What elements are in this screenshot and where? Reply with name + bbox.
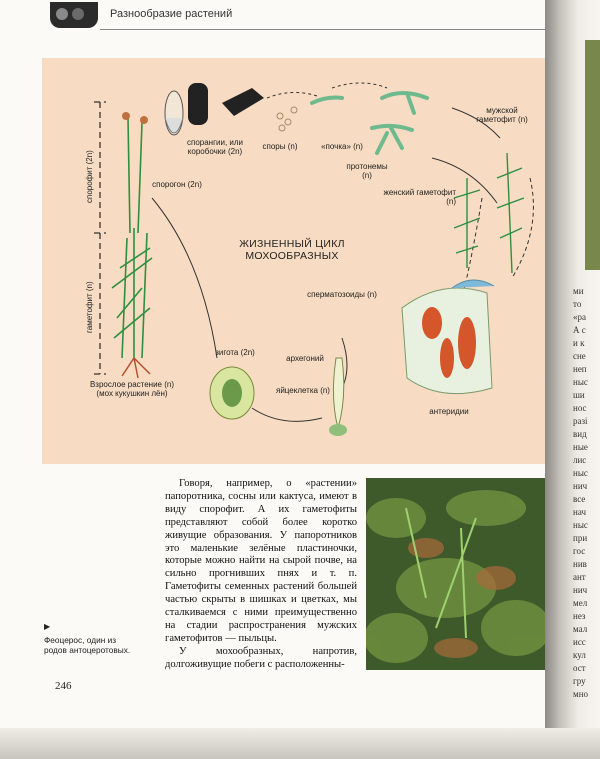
next-page-fragment: ант	[573, 572, 586, 582]
next-page-fragment: сне	[573, 351, 586, 361]
next-page-fragment: ныс	[573, 520, 588, 530]
label-female-gametophyte: женский гаметофит (n)	[383, 188, 456, 206]
next-page-fragment: нич	[573, 481, 588, 491]
label-male-gametophyte: мужской гаметофит (n)	[476, 106, 528, 124]
next-page-fragment: нач	[573, 507, 586, 517]
label-bud: «почка» (n)	[321, 142, 363, 151]
next-page-fragment: нос	[573, 403, 587, 413]
next-page-photo-edge	[585, 40, 600, 270]
page-bottom-shadow	[0, 728, 600, 759]
next-page-fragment: ныс	[573, 377, 588, 387]
label-adult-plant: Взрослое растение (n) (мох кукушкин лён)	[89, 380, 175, 398]
next-page-fragment: исс	[573, 637, 586, 647]
next-page-fragment: разі	[573, 416, 588, 426]
book-gutter-next-page	[545, 0, 600, 759]
next-page-fragment: ные	[573, 442, 588, 452]
moss-life-cycle-diagram	[42, 58, 545, 464]
label-sporangia: спорангии, или коробочки (2n)	[186, 138, 243, 156]
label-spermatozoids: сперматозоиды (n)	[307, 290, 377, 299]
next-page-fragment: и к	[573, 338, 585, 348]
label-gametophyte: гаметофит (n)	[85, 281, 94, 333]
photo-caption	[44, 622, 134, 655]
next-page-fragment: ныс	[573, 468, 588, 478]
label-archegonium: архегоний	[286, 354, 324, 363]
next-page-fragment: гру	[573, 676, 586, 686]
next-page-fragment: мел	[573, 598, 588, 608]
label-egg-cell: яйцеклетка (n)	[276, 386, 330, 395]
body-text	[165, 478, 357, 672]
next-page-fragment: то	[573, 299, 582, 309]
header-rule	[100, 29, 545, 30]
next-page-fragment: нив	[573, 559, 587, 569]
label-spores: споры (n)	[262, 142, 298, 151]
next-page-fragment: А с	[573, 325, 586, 335]
label-sporogon: спорогон (2n)	[152, 180, 202, 189]
diagram-title	[232, 238, 352, 262]
label-sporophyte: спорофит (2n)	[85, 150, 94, 203]
next-page-fragment: все	[573, 494, 586, 504]
section-header-title: Разнообразие растений	[110, 8, 233, 20]
caption-arrow-icon: ▶	[44, 622, 51, 631]
next-page-fragment: лис	[573, 455, 587, 465]
next-page-fragment: неп	[573, 364, 587, 374]
diagram-title-line1: ЖИЗНЕННЫЙ ЦИКЛ	[239, 238, 345, 250]
section-header-icon	[50, 2, 98, 28]
next-page-fragment: мно	[573, 689, 589, 699]
label-protonema: протонемы (n)	[346, 162, 388, 180]
paragraph-1: Говоря, например, о «растении» папоротника, сосны или кактуса, имеют в виду спорофит. А их гаметофиты представляют собой более коротко живущие образования. У папоротников это маленькие зелёные пластиночки, которые можно найти на сырой почве, на сильно прогнивших пнях и т. п. Гаметофиты семенных растений большей частью скрыты в шишках и цветках, мы сталкиваемся с ними преимущественно на стадии распространения мужских гаметофитов — пыльцы.	[165, 478, 357, 644]
next-page-fragment: ши	[573, 390, 585, 400]
next-page-fragment: вид	[573, 429, 587, 439]
next-page-fragment: нич	[573, 585, 588, 595]
next-page-fragment: ост	[573, 663, 586, 673]
next-page-fragment: мал	[573, 624, 588, 634]
next-page-fragment: при	[573, 533, 588, 543]
caption-text: Феоцерос, один из родов антоцеротовых.	[44, 635, 131, 655]
page-number: 246	[55, 680, 72, 692]
hornwort-photo	[366, 478, 545, 670]
next-page-fragment: нез	[573, 611, 586, 621]
next-page-fragment: «ра	[573, 312, 586, 322]
label-antheridia: антеридии	[429, 407, 469, 416]
next-page-fragment: кул	[573, 650, 586, 660]
diagram-title-line2: МОХООБРАЗНЫХ	[245, 250, 339, 262]
next-page-fragment: гос	[573, 546, 586, 556]
paragraph-2: У мохообразных, напротив, долгоживущие побеги с расположенны-	[165, 645, 357, 670]
next-page-fragment: ми	[573, 286, 584, 296]
label-zygote: зигота (2n)	[215, 348, 255, 357]
